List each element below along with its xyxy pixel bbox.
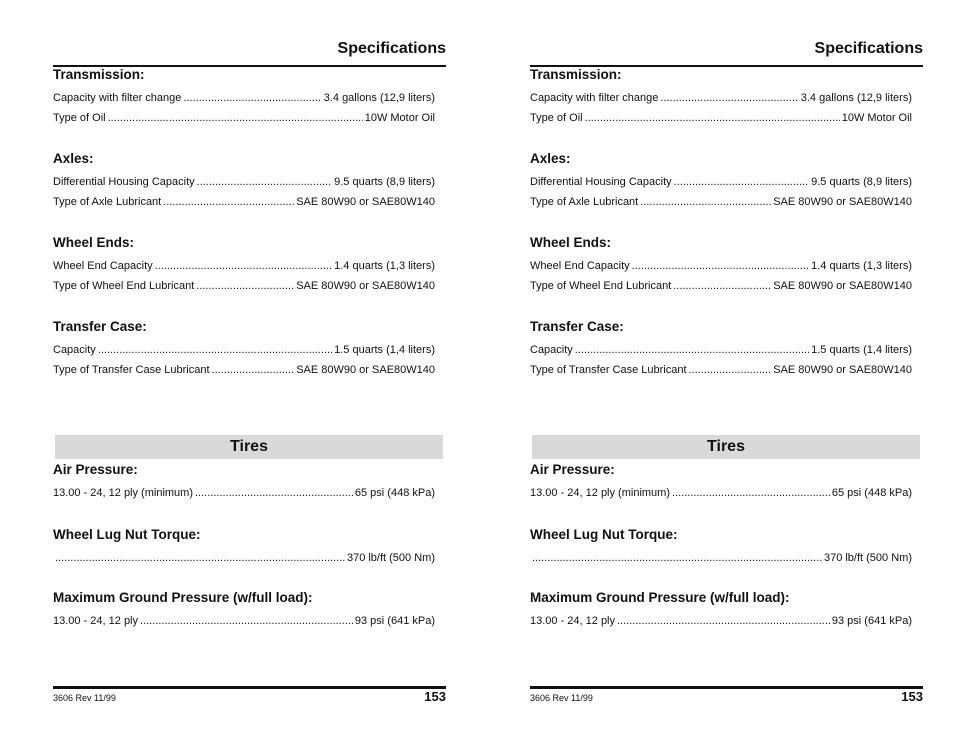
document-reference: 3606 Rev 11/99 [53,693,116,703]
page-number: 153 [424,689,446,704]
dot-leader [108,111,363,125]
section-title-axles: Axles: [53,151,94,166]
section-title-transmission: Transmission: [530,67,622,82]
dot-leader [195,486,353,500]
spec-value: SAE 80W90 or SAE80W140 [296,364,435,376]
spec-value: 1.5 quarts (1,4 liters) [811,344,912,356]
spec-label: Type of Axle Lubricant [53,196,162,208]
spec-value: SAE 80W90 or SAE80W140 [773,196,912,208]
spec-value: 1.4 quarts (1,3 liters) [811,260,912,272]
dot-leader [196,279,294,293]
spec-row [53,614,435,628]
spec-value: 3.4 gallons (12,9 liters) [323,92,435,104]
dot-leader [163,195,294,209]
dot-leader [98,343,332,357]
spec-row [53,259,435,273]
footer-rule [530,686,923,689]
spec-value: 370 lb/ft (500 Nm) [823,552,912,564]
spec-label: 13.00 - 24, 12 ply [530,615,616,627]
dot-leader [632,259,809,273]
spec-label: Type of Transfer Case Lubricant [530,364,687,376]
spec-value: 93 psi (641 kPa) [354,615,435,627]
spec-label: Differential Housing Capacity [530,176,672,188]
spec-row [530,486,912,500]
dot-leader [212,363,295,377]
dot-leader [673,279,771,293]
dot-leader [660,91,798,105]
spec-value: SAE 80W90 or SAE80W140 [773,364,912,376]
spec-row [53,551,435,565]
tires-heading: Tires [55,435,443,459]
dot-leader [689,363,772,377]
spec-label: 13.00 - 24, 12 ply (minimum) [530,487,670,499]
footer-rule [53,686,446,689]
spec-row [530,614,912,628]
dot-leader [672,486,830,500]
spec-row [53,363,435,377]
spec-row [530,551,912,565]
spec-label: Capacity with filter change [530,92,659,104]
spec-label: Type of Oil [530,112,583,124]
spec-value: 9.5 quarts (8,9 liters) [811,176,912,188]
section-title-lug-nut-torque: Wheel Lug Nut Torque: [53,527,201,542]
spec-value: 1.4 quarts (1,3 liters) [334,260,435,272]
spec-row [530,91,912,105]
spec-label: Differential Housing Capacity [53,176,195,188]
spec-label: Type of Wheel End Lubricant [530,280,672,292]
section-title-ground-pressure: Maximum Ground Pressure (w/full load): [53,590,313,605]
spec-label: Capacity [53,344,96,356]
page-title: Specifications [814,40,923,57]
page-left [53,0,446,738]
spec-value: 65 psi (448 kPa) [831,487,912,499]
spec-row [53,343,435,357]
section-title-ground-pressure: Maximum Ground Pressure (w/full load): [530,590,790,605]
page-title: Specifications [337,40,446,57]
section-title-transfer-case: Transfer Case: [530,319,624,334]
spec-label: Type of Oil [53,112,106,124]
section-title-wheel-ends: Wheel Ends: [53,235,135,250]
spec-row [530,343,912,357]
spec-row [53,486,435,500]
section-title-transfer-case: Transfer Case: [53,319,147,334]
spec-row [53,91,435,105]
section-title-lug-nut-torque: Wheel Lug Nut Torque: [530,527,678,542]
spec-value: SAE 80W90 or SAE80W140 [773,280,912,292]
spec-row [530,279,912,293]
dot-leader [617,614,830,628]
spec-value: 9.5 quarts (8,9 liters) [334,176,435,188]
spec-value: 1.5 quarts (1,4 liters) [334,344,435,356]
document-reference: 3606 Rev 11/99 [530,693,593,703]
dot-leader [674,175,809,189]
spec-value: SAE 80W90 or SAE80W140 [296,280,435,292]
section-title-air-pressure: Air Pressure: [53,462,138,477]
dot-leader [55,551,345,565]
spec-label: Capacity with filter change [53,92,182,104]
tires-heading: Tires [532,435,920,459]
spec-row [53,175,435,189]
spec-value: 93 psi (641 kPa) [831,615,912,627]
section-title-air-pressure: Air Pressure: [530,462,615,477]
spec-label: Type of Axle Lubricant [530,196,639,208]
dot-leader [155,259,332,273]
section-title-transmission: Transmission: [53,67,145,82]
spec-label: Wheel End Capacity [530,260,630,272]
section-title-wheel-ends: Wheel Ends: [530,235,612,250]
page-number: 153 [901,689,923,704]
dot-leader [140,614,353,628]
spec-label: Type of Transfer Case Lubricant [53,364,210,376]
spec-row [530,111,912,125]
spec-value: 65 psi (448 kPa) [354,487,435,499]
spec-value: 10W Motor Oil [364,112,435,124]
spec-value: 3.4 gallons (12,9 liters) [800,92,912,104]
spec-label: Capacity [530,344,573,356]
spec-label: Wheel End Capacity [53,260,153,272]
spec-row [53,195,435,209]
dot-leader [640,195,771,209]
dot-leader [532,551,822,565]
section-title-axles: Axles: [530,151,571,166]
spec-label: 13.00 - 24, 12 ply (minimum) [53,487,193,499]
spec-row [53,279,435,293]
spec-label: 13.00 - 24, 12 ply [53,615,139,627]
spec-row [530,363,912,377]
spec-value: 10W Motor Oil [841,112,912,124]
dot-leader [183,91,321,105]
page-right [530,0,923,738]
spec-value: SAE 80W90 or SAE80W140 [296,196,435,208]
spec-row [530,259,912,273]
dot-leader [575,343,809,357]
dot-leader [585,111,840,125]
spec-row [530,175,912,189]
spec-row [530,195,912,209]
spec-label: Type of Wheel End Lubricant [53,280,195,292]
dot-leader [197,175,332,189]
spec-row [53,111,435,125]
spec-value: 370 lb/ft (500 Nm) [346,552,435,564]
